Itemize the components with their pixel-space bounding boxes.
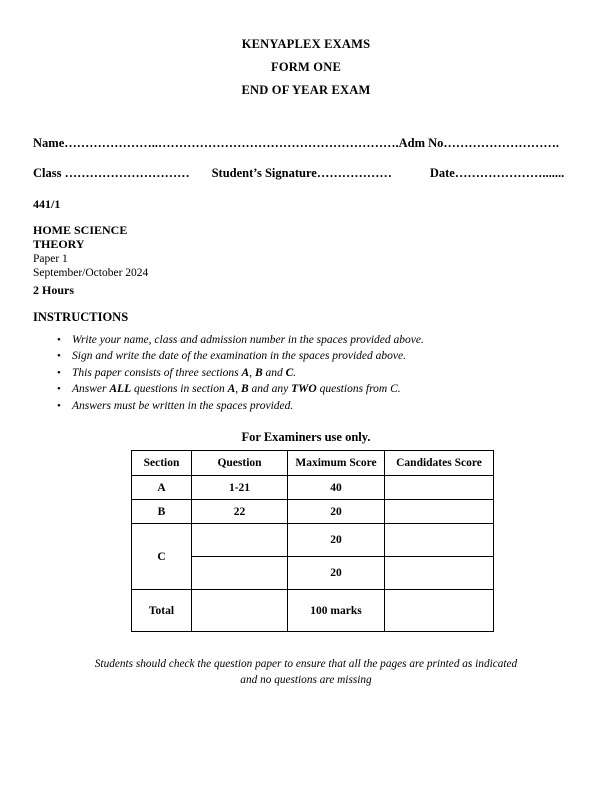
instruction-text bbox=[72, 400, 293, 412]
subject-name: HOME SCIENCE bbox=[33, 222, 128, 237]
heading-line-exam-title: END OF YEAR EXAM bbox=[241, 83, 371, 97]
paper-info-block bbox=[33, 197, 148, 297]
examiners-table-caption: For Examiners use only. bbox=[241, 430, 371, 444]
heading-line-exam-body: KENYAPLEX EXAMS bbox=[241, 37, 371, 51]
bullet-icon: • bbox=[57, 334, 61, 346]
instruction-text bbox=[72, 334, 424, 346]
date-input-dots[interactable]: …………………....... bbox=[454, 166, 565, 180]
instruction-item bbox=[33, 348, 533, 364]
footer-note: Students should check the question paper to ensure that all the pages are printed as indicated and no questions are missing bbox=[94, 658, 518, 686]
column-header-section: Section bbox=[132, 451, 192, 476]
table-header-row bbox=[132, 451, 494, 476]
instruction-run: , bbox=[249, 366, 255, 379]
cell-question-c2[interactable] bbox=[192, 557, 288, 590]
column-header-maximum-score: Maximum Score bbox=[288, 451, 385, 476]
instruction-emphasis: TWO bbox=[291, 383, 317, 396]
instruction-run: Answer bbox=[72, 383, 110, 396]
instruction-run: Answers must be written in the spaces provided. bbox=[72, 399, 294, 412]
instruction-run: and bbox=[262, 366, 286, 379]
instruction-item bbox=[33, 381, 533, 397]
cell-question-b: 22 bbox=[192, 500, 288, 524]
class-signature-date-row bbox=[33, 158, 581, 188]
exam-duration: 2 Hours bbox=[33, 282, 75, 297]
examiners-score-table bbox=[131, 450, 494, 632]
cell-maximum-b: 20 bbox=[288, 500, 385, 524]
instructions-title: INSTRUCTIONS bbox=[33, 310, 129, 324]
table-row bbox=[132, 524, 494, 557]
heading-line-form: FORM ONE bbox=[271, 60, 341, 74]
instruction-run: questions in section bbox=[131, 383, 228, 396]
cell-section-a: A bbox=[132, 476, 192, 500]
cell-maximum-a: 40 bbox=[288, 476, 385, 500]
class-label: Class bbox=[33, 166, 62, 180]
instruction-run: This paper consists of three sections bbox=[72, 366, 242, 379]
table-row bbox=[132, 590, 494, 632]
name-label: Name bbox=[33, 136, 65, 150]
column-header-candidates-score: Candidates Score bbox=[385, 451, 494, 476]
instruction-run: Write your name, class and admission number in the spaces provided above. bbox=[72, 334, 424, 346]
instruction-run: Sign and write the date of the examination in the spaces provided above. bbox=[72, 350, 406, 363]
signature-input-dots[interactable]: ……………… bbox=[316, 166, 392, 180]
instruction-emphasis: C bbox=[285, 366, 294, 379]
adm-no-label: Adm No bbox=[398, 136, 444, 150]
name-adm-row bbox=[33, 128, 581, 158]
exam-session: September/October 2024 bbox=[33, 267, 149, 279]
cell-question-c1[interactable] bbox=[192, 524, 288, 557]
table-row bbox=[132, 476, 494, 500]
paper-code: 441/1 bbox=[33, 197, 61, 211]
instruction-item bbox=[33, 332, 533, 348]
name-input-dots[interactable]: …………………..…………………………………………………. bbox=[64, 136, 399, 150]
cell-section-c: C bbox=[132, 524, 192, 590]
column-header-question: Question bbox=[192, 451, 288, 476]
candidate-details-block bbox=[33, 128, 581, 188]
paper-type: THEORY bbox=[33, 237, 85, 251]
instruction-item bbox=[33, 398, 533, 414]
cell-question-a: 1-21 bbox=[192, 476, 288, 500]
instruction-emphasis: A bbox=[227, 383, 236, 396]
document-heading-block bbox=[0, 33, 612, 102]
instruction-emphasis: B bbox=[254, 366, 263, 379]
date-label: Date bbox=[429, 166, 455, 180]
bullet-icon: • bbox=[57, 399, 61, 412]
bullet-icon: • bbox=[57, 383, 61, 396]
bullet-icon: • bbox=[57, 350, 61, 363]
signature-label: Student’s Signature bbox=[211, 166, 317, 180]
instructions-list bbox=[33, 332, 533, 414]
cell-candidates-b[interactable] bbox=[385, 500, 494, 524]
adm-no-input-dots[interactable]: ………………………. bbox=[443, 136, 560, 150]
cell-candidates-a[interactable] bbox=[385, 476, 494, 500]
instruction-run: and any bbox=[248, 383, 292, 396]
instruction-text bbox=[72, 350, 406, 362]
instruction-run: . bbox=[293, 366, 297, 379]
cell-question-total bbox=[192, 590, 288, 632]
cell-maximum-total: 100 marks bbox=[288, 590, 385, 632]
instruction-emphasis: A bbox=[241, 366, 250, 379]
cell-maximum-c1: 20 bbox=[288, 524, 385, 557]
instruction-item bbox=[33, 365, 533, 381]
table-row bbox=[132, 500, 494, 524]
bullet-icon: • bbox=[57, 366, 61, 379]
paper-number: Paper 1 bbox=[33, 252, 68, 265]
cell-section-b: B bbox=[132, 500, 192, 524]
instruction-emphasis: B bbox=[241, 383, 249, 396]
instruction-run: questions from C. bbox=[316, 383, 401, 396]
instruction-text bbox=[72, 367, 296, 379]
class-input-dots[interactable]: ………………………… bbox=[64, 166, 190, 180]
cell-candidates-c1[interactable] bbox=[385, 524, 494, 557]
cell-maximum-c2: 20 bbox=[288, 557, 385, 590]
cell-candidates-total[interactable] bbox=[385, 590, 494, 632]
cell-candidates-c2[interactable] bbox=[385, 557, 494, 590]
instruction-run: , bbox=[235, 383, 241, 396]
instruction-text bbox=[72, 383, 401, 395]
instruction-emphasis: ALL bbox=[109, 383, 132, 396]
cell-section-total: Total bbox=[132, 590, 192, 632]
